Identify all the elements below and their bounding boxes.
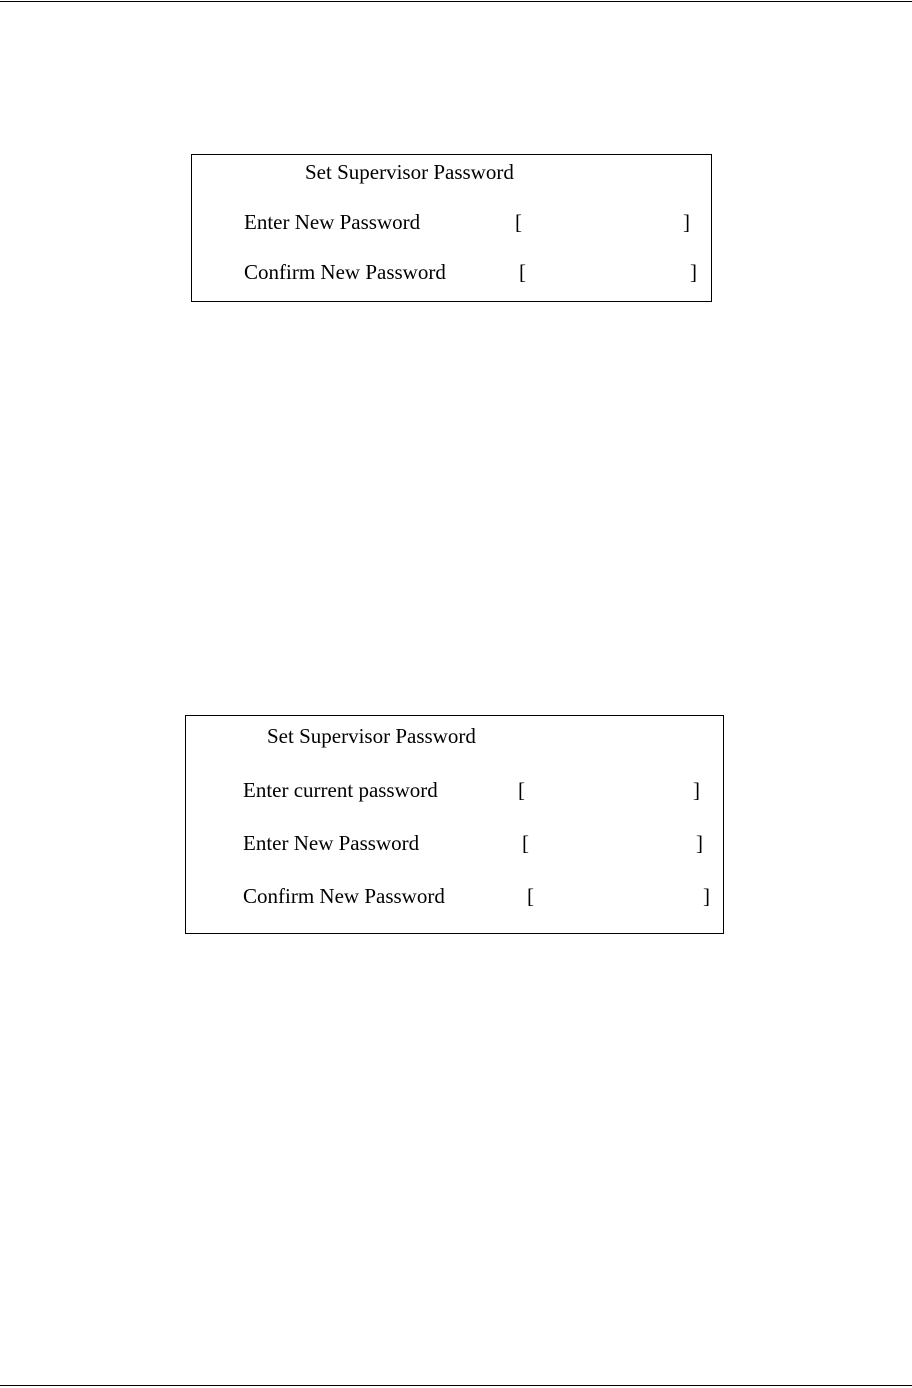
field-open-bracket: [ — [515, 210, 522, 234]
enter-current-password-label: Enter current password — [243, 778, 438, 802]
field-close-bracket: ] — [703, 884, 710, 908]
field-close-bracket: ] — [696, 831, 703, 855]
enter-new-password-label: Enter New Password — [243, 831, 420, 855]
new-password-input[interactable] — [534, 831, 684, 855]
set-supervisor-password-dialog — [191, 154, 712, 302]
new-password-input[interactable] — [527, 210, 677, 234]
current-password-input[interactable] — [530, 778, 680, 802]
confirm-password-input[interactable] — [539, 884, 689, 908]
page-top-rule — [0, 1, 912, 2]
field-open-bracket: [ — [527, 884, 534, 908]
confirm-new-password-label: Confirm New Password — [243, 884, 445, 908]
field-close-bracket: ] — [693, 778, 700, 802]
confirm-new-password-label: Confirm New Password — [244, 260, 446, 284]
dialog-title: Set Supervisor Password — [305, 160, 514, 184]
page-bottom-rule — [0, 1385, 912, 1386]
field-close-bracket: ] — [683, 210, 690, 234]
field-close-bracket: ] — [690, 260, 697, 284]
field-open-bracket: [ — [522, 831, 529, 855]
field-open-bracket: [ — [519, 260, 526, 284]
confirm-password-input[interactable] — [531, 260, 681, 284]
change-supervisor-password-dialog — [185, 715, 724, 934]
enter-new-password-label: Enter New Password — [244, 210, 421, 234]
dialog-title: Set Supervisor Password — [267, 724, 476, 748]
field-open-bracket: [ — [518, 778, 525, 802]
